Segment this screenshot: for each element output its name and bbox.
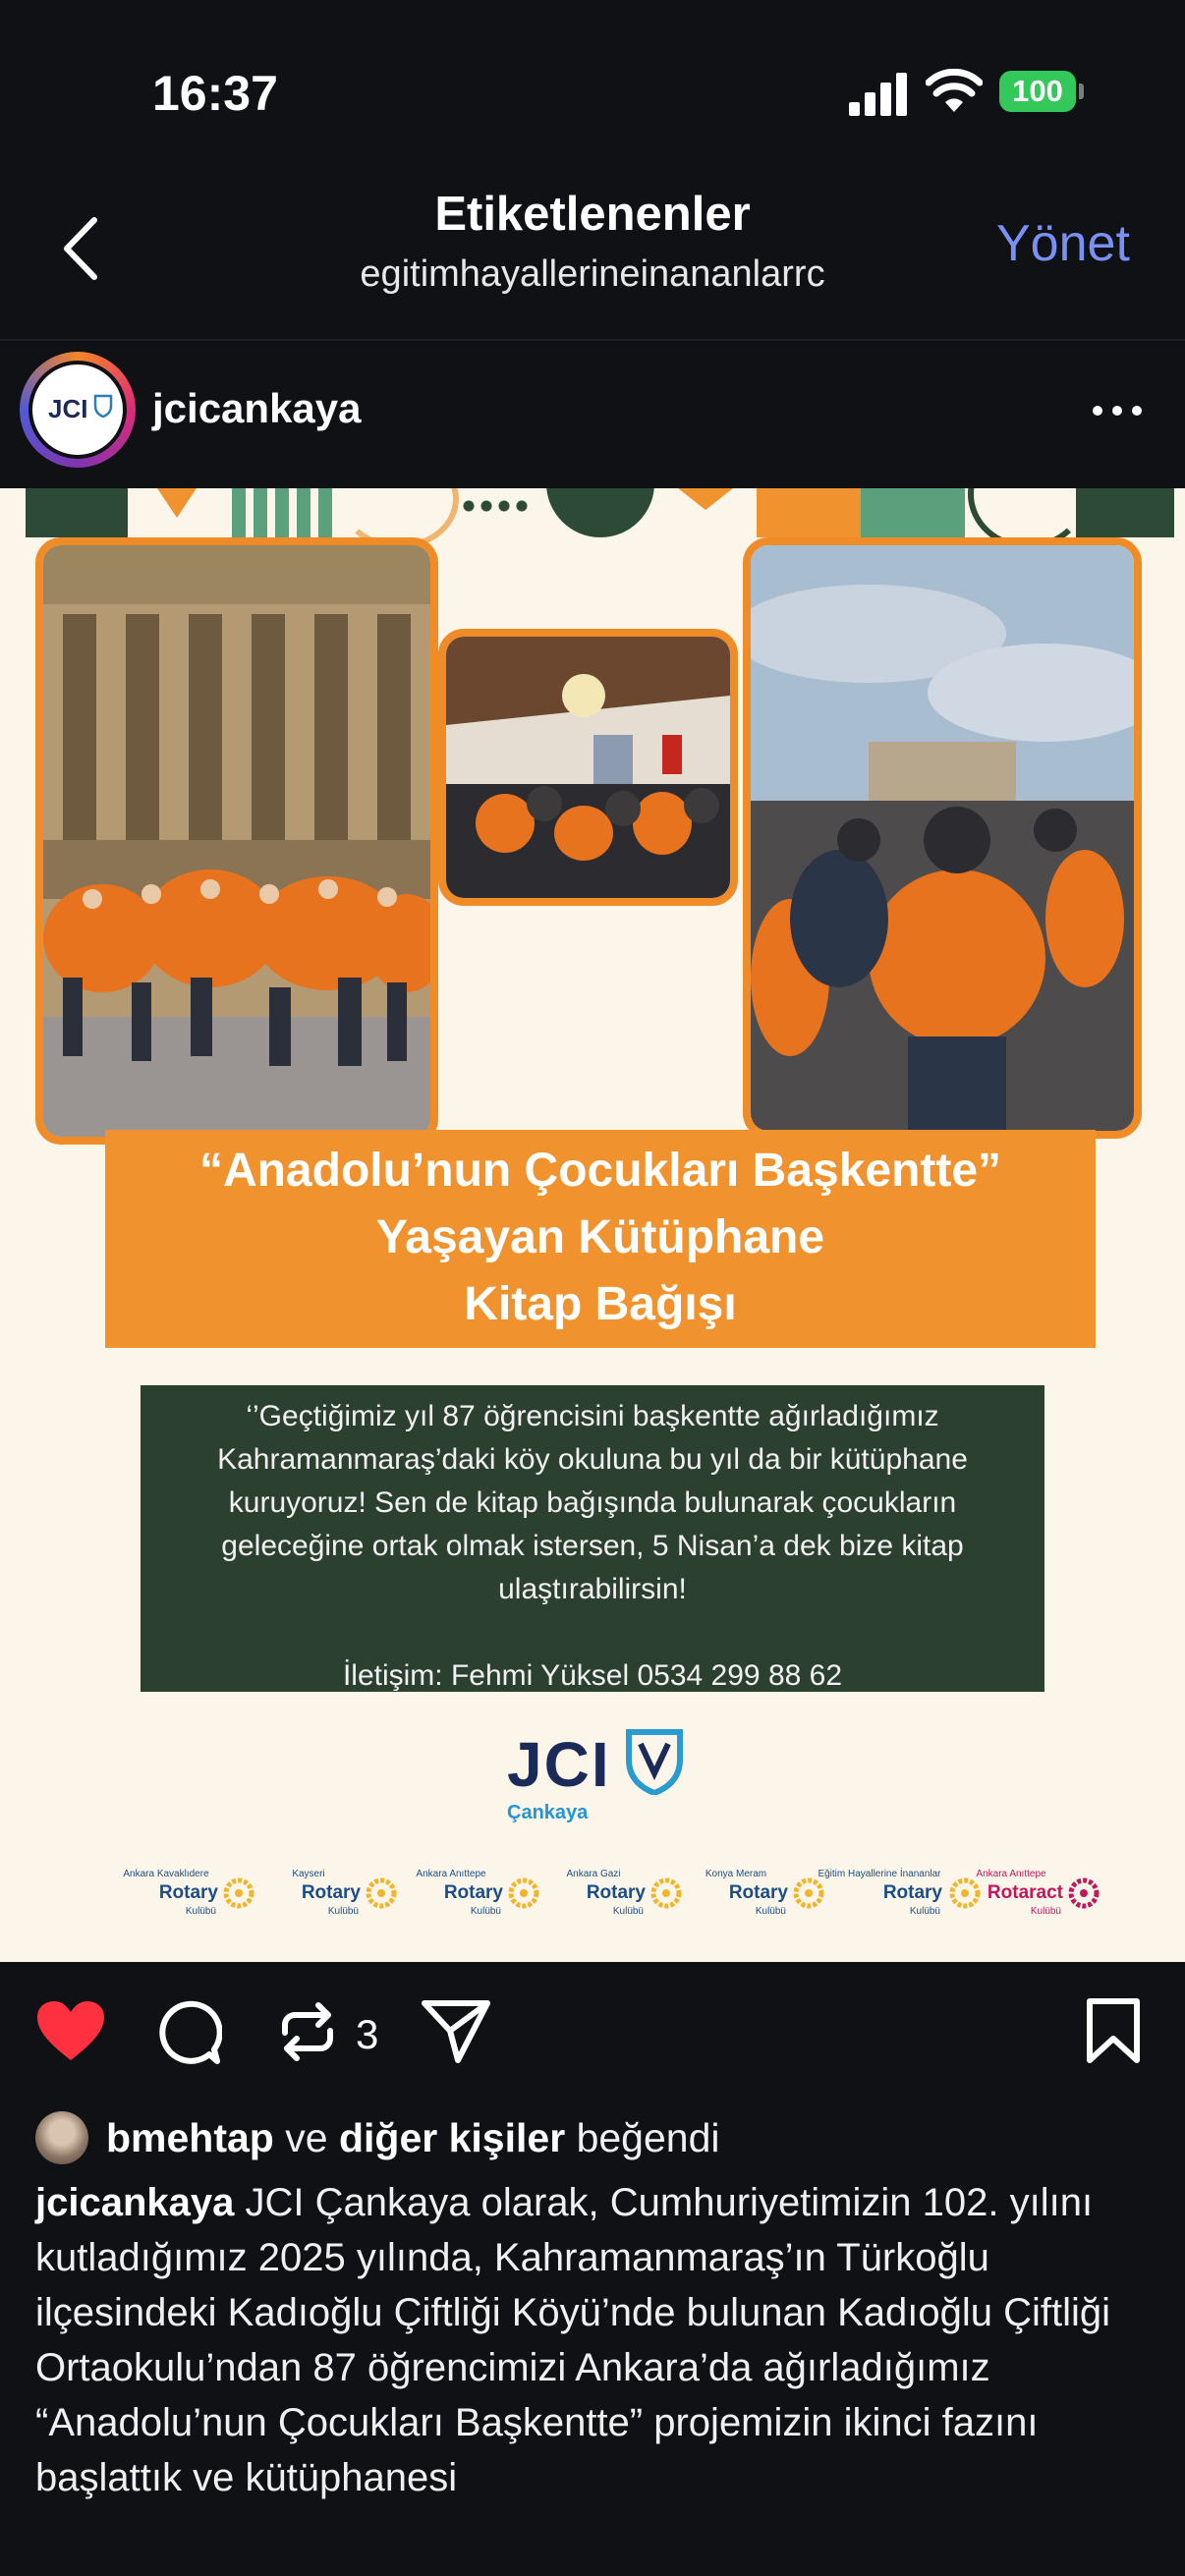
sponsor-suffix: Kulübü (909, 1906, 940, 1917)
more-options-icon[interactable] (1093, 406, 1142, 418)
bookmark-icon[interactable] (1085, 1997, 1142, 2064)
sponsor-name: Rotary (301, 1882, 361, 1903)
sponsor-logos (108, 1869, 1091, 1928)
rotaract-wheel-icon (1067, 1876, 1100, 1910)
headline-line-1: “Anadolu’nun Çocukları Başkentte” (198, 1145, 1002, 1197)
status-bar (0, 0, 1185, 187)
liked-others[interactable]: diğer kişiler (338, 2115, 566, 2160)
sponsor-name: Rotaract (987, 1882, 1063, 1903)
battery-icon: 100 (999, 71, 1076, 112)
battery-tip (1079, 84, 1084, 99)
repost-icon[interactable] (275, 1999, 340, 2064)
sponsor-city: Ankara Anıttepe (416, 1869, 486, 1879)
headline-line-3: Kitap Bağışı (464, 1278, 737, 1330)
post-image[interactable] (0, 488, 1185, 1962)
status-time: 16:37 (152, 66, 278, 121)
liked-suffix: beğendi (576, 2115, 720, 2160)
info-line-4: geleceğine ortak olmak istersen, 5 Nisan’a dek bize kitap (221, 1530, 964, 1562)
repost-count: 3 (356, 2011, 379, 2057)
photo-outdoor-crowd (743, 537, 1142, 1139)
wifi-icon (926, 69, 983, 116)
sponsor-suffix: Kulübü (185, 1906, 216, 1917)
photo-group-monument (35, 537, 438, 1145)
caption-text: JCI Çankaya olarak, Cumhuriyetimizin 102. yılını kutladığımız 2025 yılında, Kahramanmaraş’ın Türkoğlu ilçesindeki Kadıoğlu Çiftliği Köyü’nde bulunan Kadıoğlu Çiftliği Ortaokulu’ndan 87 öğrencimizi Ankara’da ağırladığımız “Anadolu’nun Çocukları Başkentte” projemizin ikinci fazını başlattık ve kütüphanesi (35, 2181, 1111, 2499)
sponsor-logo (108, 1869, 246, 1928)
like-heart-icon[interactable] (35, 1999, 106, 2064)
page-subtitle: egitimhayallerineinananlarrc (360, 253, 825, 295)
sponsor-name: Rotary (882, 1882, 942, 1903)
sponsor-logo (393, 1869, 531, 1928)
sponsor-suffix: Kulübü (1030, 1906, 1061, 1917)
photo-hall-interior (438, 629, 738, 906)
liked-by-text[interactable] (106, 2111, 720, 2164)
info-contact: İletişim: Fehmi Yüksel 0534 299 88 62 (342, 1659, 843, 1692)
sponsor-logo (536, 1869, 673, 1928)
post-author[interactable]: jcicankaya (152, 385, 362, 431)
info-line-5: ulaştırabilirsin! (498, 1573, 687, 1605)
cellular-signal-icon (849, 71, 908, 116)
sponsor-city: Konya Meram (705, 1869, 767, 1879)
liker-username[interactable]: bmehtap (106, 2115, 274, 2160)
caption-author[interactable]: jcicankaya (35, 2181, 235, 2224)
sponsor-name: Rotary (443, 1882, 503, 1903)
poster-info-box (141, 1385, 1044, 1692)
sponsor-logo (953, 1869, 1091, 1928)
sponsor-name: Rotary (728, 1882, 788, 1903)
jci-logo: JCI (507, 1729, 611, 1800)
sponsor-suffix: Kulübü (755, 1906, 786, 1917)
info-line-1: ‘’Geçtiğimiz yıl 87 öğrencisini başkentte ağırladığımız (246, 1400, 939, 1432)
decor-half-circle (546, 488, 654, 537)
page-title: Etiketlenenler (434, 188, 751, 241)
sponsor-suffix: Kulübü (612, 1906, 644, 1917)
sponsor-city: Ankara Kavaklıdere (123, 1869, 209, 1879)
sponsor-suffix: Kulübü (327, 1906, 359, 1917)
sponsor-city: Ankara Gazi (566, 1869, 621, 1879)
sponsor-logo (811, 1869, 958, 1928)
decor-stripes (232, 488, 340, 537)
jci-logo-subtitle: Çankaya (507, 1802, 589, 1823)
post-caption (35, 2175, 1156, 2505)
manage-button[interactable]: Yönet (996, 215, 1130, 272)
jci-shield-icon (625, 1728, 684, 1795)
sponsor-suffix: Kulübü (470, 1906, 501, 1917)
sponsor-name: Rotary (586, 1882, 646, 1903)
liked-connector: ve (285, 2115, 328, 2160)
sponsor-city: Eğitim Hayallerine İnananlar (818, 1869, 941, 1879)
decor-star (157, 488, 197, 518)
comment-icon[interactable] (153, 1999, 222, 2066)
info-line-3: kuruyoruz! Sen de kitap bağışında bulunarak çocukların (228, 1486, 957, 1519)
sponsor-logo (251, 1869, 388, 1928)
decor-block-green (26, 488, 128, 537)
avatar-logo-text: JCI (48, 394, 88, 423)
decor-block-dark (1076, 488, 1174, 537)
decor-block-orange (757, 488, 861, 537)
share-send-icon[interactable] (421, 1997, 491, 2066)
sponsor-city: Kayseri (292, 1869, 325, 1879)
decor-dots (460, 494, 533, 518)
header-divider (0, 339, 1185, 341)
sponsor-logo (678, 1869, 816, 1928)
shield-icon (93, 394, 113, 418)
sponsor-name: Rotary (158, 1882, 218, 1903)
headline-line-2: Yaşayan Kütüphane (375, 1211, 825, 1263)
author-avatar[interactable] (28, 361, 127, 459)
poster-headline (105, 1130, 1096, 1348)
decor-block-teal (861, 488, 965, 537)
liker-avatar[interactable] (35, 2111, 88, 2164)
info-line-2: Kahramanmaraş’daki köy okuluna bu yıl da bir kütüphane (217, 1443, 968, 1476)
sponsor-city: Ankara Anıttepe (976, 1869, 1046, 1879)
decor-star-orange (678, 488, 733, 510)
